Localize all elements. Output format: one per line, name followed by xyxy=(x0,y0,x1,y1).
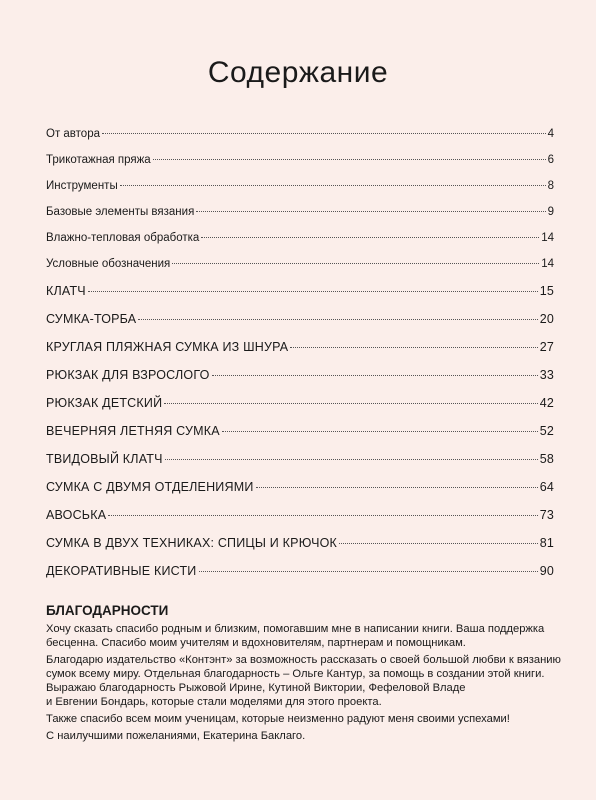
toc-entry[interactable] xyxy=(46,564,554,592)
toc-leader-dots xyxy=(196,211,545,212)
toc-entry[interactable] xyxy=(46,508,554,536)
acknowledgements-paragraph xyxy=(46,712,556,726)
toc-entry-page: 81 xyxy=(539,536,554,550)
toc-entry[interactable] xyxy=(46,340,554,368)
toc-entry[interactable] xyxy=(46,396,554,424)
toc-entry[interactable] xyxy=(46,128,554,154)
text-line: Благодарю издательство «Контэнт» за возможность рассказать о своей большой любви к вязанию xyxy=(46,654,561,666)
acknowledgements-paragraph xyxy=(46,622,556,650)
toc-entry-page: 14 xyxy=(541,258,554,270)
text-line: Хочу сказать спасибо родным и близким, помогавшим мне в написании книги. Ваша поддержка xyxy=(46,623,545,635)
toc-entry-page: 9 xyxy=(547,206,554,218)
text-line: сумок всему миру. Отдельная благодарность – Ольге Кантур, за помощь в создании этой книги. xyxy=(46,668,545,680)
toc-entry-label: РЮКЗАК ДЕТСКИЙ xyxy=(46,396,163,410)
toc-leader-dots xyxy=(165,459,538,460)
toc-entry[interactable] xyxy=(46,284,554,312)
toc-entry-label: ВЕЧЕРНЯЯ ЛЕТНЯЯ СУМКА xyxy=(46,424,220,438)
toc-entry[interactable] xyxy=(46,368,554,396)
toc-entry-page: 20 xyxy=(539,312,554,326)
toc-leader-dots xyxy=(108,515,537,516)
toc-entry[interactable] xyxy=(46,536,554,564)
toc-leader-dots xyxy=(222,431,538,432)
toc-entry[interactable] xyxy=(46,206,554,232)
toc-entry-label: ТВИДОВЫЙ КЛАТЧ xyxy=(46,452,163,466)
toc-entry-page: 33 xyxy=(539,368,554,382)
toc-leader-dots xyxy=(256,487,538,488)
toc-entry-page: 14 xyxy=(541,232,554,244)
toc-entry-label: АВОСЬКА xyxy=(46,508,107,522)
table-of-contents xyxy=(46,128,554,592)
toc-leader-dots xyxy=(138,319,537,320)
toc-entry-page: 27 xyxy=(539,340,554,354)
toc-entry-label: Трикотажная пряжа xyxy=(46,154,151,166)
toc-entry[interactable] xyxy=(46,180,554,206)
acknowledgements-paragraph xyxy=(46,653,561,709)
toc-entry[interactable] xyxy=(46,312,554,340)
toc-entry-label: Базовые элементы вязания xyxy=(46,206,195,218)
text-line: Выражаю благодарность Рыжовой Ирине, Кутиной Виктории, Фефеловой Владе xyxy=(46,682,466,694)
toc-entry-label: СУМКА В ДВУХ ТЕХНИКАХ: СПИЦЫ И КРЮЧОК xyxy=(46,536,338,550)
toc-entry[interactable] xyxy=(46,154,554,180)
acknowledgements-section xyxy=(46,603,561,746)
toc-leader-dots xyxy=(339,543,538,544)
page-title: Содержание xyxy=(207,56,389,89)
toc-leader-dots xyxy=(212,375,538,376)
toc-entry[interactable] xyxy=(46,452,554,480)
toc-entry-page: 52 xyxy=(539,424,554,438)
acknowledgements-heading: БЛАГОДАРНОСТИ xyxy=(46,603,169,618)
toc-entry[interactable] xyxy=(46,424,554,452)
toc-entry-label: ДЕКОРАТИВНЫЕ КИСТИ xyxy=(46,564,197,578)
toc-entry-page: 4 xyxy=(547,128,554,140)
text-line: и Евгении Бондарь, которые стали моделями для этого проекта. xyxy=(46,696,382,708)
toc-leader-dots xyxy=(88,291,538,292)
acknowledgements-signature xyxy=(46,729,556,743)
toc-entry-page: 15 xyxy=(539,284,554,298)
toc-entry[interactable] xyxy=(46,258,554,284)
toc-entry-label: СУМКА-ТОРБА xyxy=(46,312,137,326)
toc-entry-page: 73 xyxy=(539,508,554,522)
toc-entry-page: 64 xyxy=(539,480,554,494)
toc-entry[interactable] xyxy=(46,480,554,508)
text-line: С наилучшими пожеланиями, Екатерина Баклаго. xyxy=(46,730,306,742)
toc-entry-label: КРУГЛАЯ ПЛЯЖНАЯ СУМКА ИЗ ШНУРА xyxy=(46,340,289,354)
toc-leader-dots xyxy=(199,571,538,572)
toc-leader-dots xyxy=(153,159,546,160)
text-line: бесценна. Спасибо моим учителям и вдохновителям, партнерам и помощникам. xyxy=(46,637,466,649)
toc-entry-label: От автора xyxy=(46,128,100,140)
toc-entry-page: 90 xyxy=(539,564,554,578)
toc-leader-dots xyxy=(290,347,537,348)
toc-entry-label: КЛАТЧ xyxy=(46,284,86,298)
text-line: Также спасибо всем моим ученицам, которые неизменно радуют меня своими успехами! xyxy=(46,713,510,725)
toc-entry-label: РЮКЗАК ДЛЯ ВЗРОСЛОГО xyxy=(46,368,210,382)
toc-entry-label: Влажно-тепловая обработка xyxy=(46,232,200,244)
toc-leader-dots xyxy=(120,185,546,186)
toc-leader-dots xyxy=(172,263,539,264)
toc-entry-page: 6 xyxy=(547,154,554,166)
toc-leader-dots xyxy=(164,403,537,404)
toc-entry-page: 58 xyxy=(539,452,554,466)
toc-entry-label: СУМКА С ДВУМЯ ОТДЕЛЕНИЯМИ xyxy=(46,480,254,494)
toc-entry-label: Условные обозначения xyxy=(46,258,171,270)
toc-entry-page: 42 xyxy=(539,396,554,410)
toc-leader-dots xyxy=(201,237,539,238)
toc-entry[interactable] xyxy=(46,232,554,258)
toc-leader-dots xyxy=(102,133,546,134)
toc-entry-label: Инструменты xyxy=(46,180,118,192)
toc-entry-page: 8 xyxy=(547,180,554,192)
